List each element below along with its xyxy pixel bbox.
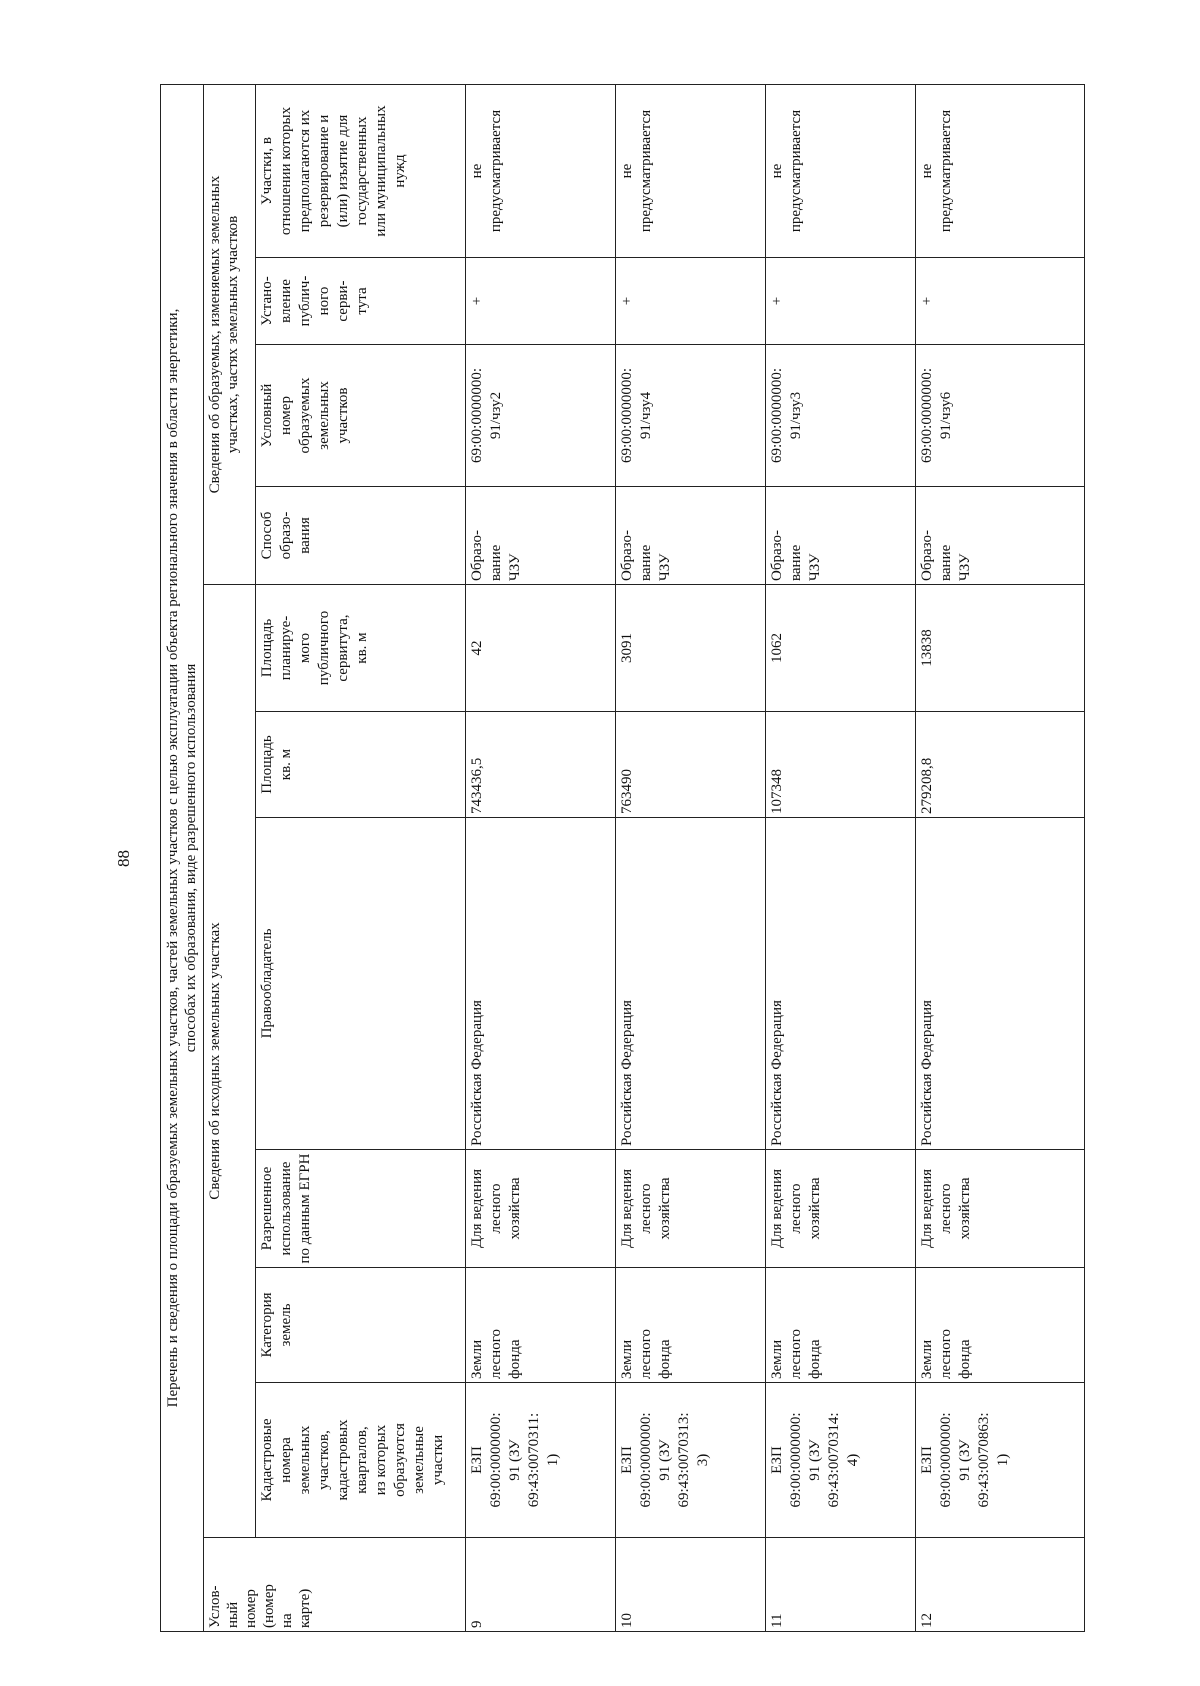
table-row [616,84,766,1631]
cell-reserve: не предусматривается [916,84,1085,257]
page-number: 88 [114,850,133,867]
cell-permitted-use: Для ведения лесного хозяйства [766,1150,916,1268]
cell-method: Образо- вание ЧЗУ [766,487,916,585]
cell-reserve: не предусматривается [466,84,616,257]
rotated-page [114,85,1087,1632]
cell-method: Образо- вание ЧЗУ [616,487,766,585]
cell-num: 12 [916,1538,1085,1632]
header-cond-number: Условный номер образуемых земельных участков [256,345,466,487]
cell-cadastral: ЕЗП 69:00:0000000: 91 (ЗУ 69:43:0070311: 1) [466,1383,616,1538]
title-row [161,84,204,1631]
table-row [466,84,616,1631]
cell-servitude: + [916,258,1085,345]
cell-owner: Российская Федерация [466,818,616,1150]
cell-owner: Российская Федерация [766,818,916,1150]
cell-num: 9 [466,1538,616,1632]
land-plots-table [160,84,1085,1632]
group-formed: Сведения об образуемых, изменяемых земельных участках, частях земельных участков [204,84,256,584]
cell-cadastral: ЕЗП 69:00:0000000: 91 (ЗУ 69:43:0070313: 3) [616,1383,766,1538]
header-cadastral: Кадастровые номера земельных участков, кадастровых кварталов, из которых образуются земельные участки [256,1383,466,1538]
header-permitted-use: Разрешенное использование по данным ЕГРН [256,1150,466,1268]
cell-servitude: + [766,258,916,345]
cell-servitude: + [616,258,766,345]
group-header-row [204,84,256,1631]
cell-reserve: не предусматривается [766,84,916,257]
header-area: Площадь кв. м [256,712,466,818]
group-source: Сведения об исходных земельных участках [204,585,256,1538]
table-title: Перечень и сведения о площади образуемых земельных участков, частей земельных участков с целью эксплуатации объекта регионального значения в области энергетики, способах их образования, виде разрешенного использования [161,84,204,1631]
cell-num: 11 [766,1538,916,1632]
header-row [256,84,466,1631]
header-reserve: Участки, в отношении которых предполагаются их резервирование и (или) изъятие для государственных или муниципальных нужд [256,84,466,257]
cell-category: Земли лесного фонда [466,1268,616,1383]
table-row [766,84,916,1631]
cell-cadastral: ЕЗП 69:00:0000000: 91 (ЗУ 69:43:0070863: 1) [916,1383,1085,1538]
cell-cond-number: 69:00:0000000: 91/чзу2 [466,345,616,487]
cell-area: 279208,8 [916,712,1085,818]
header-owner: Правообладатель [256,818,466,1150]
cell-area: 743436,5 [466,712,616,818]
cell-category: Земли лесного фонда [916,1268,1085,1383]
cell-permitted-use: Для ведения лесного хозяйства [916,1150,1085,1268]
header-num: Услов- ный номер (номер на карте) [204,1538,466,1632]
cell-area: 763490 [616,712,766,818]
cell-servitude-area: 13838 [916,585,1085,712]
cell-cadastral: ЕЗП 69:00:0000000: 91 (ЗУ 69:43:0070314: 4) [766,1383,916,1538]
cell-servitude-area: 42 [466,585,616,712]
cell-num: 10 [616,1538,766,1632]
header-servitude: Устано- вление публич- ного серви- тута [256,258,466,345]
cell-method: Образо- вание ЧЗУ [916,487,1085,585]
cell-permitted-use: Для ведения лесного хозяйства [466,1150,616,1268]
cell-method: Образо- вание ЧЗУ [466,487,616,585]
cell-permitted-use: Для ведения лесного хозяйства [616,1150,766,1268]
cell-cond-number: 69:00:0000000: 91/чзу6 [916,345,1085,487]
cell-area: 107348 [766,712,916,818]
cell-servitude: + [466,258,616,345]
cell-reserve: не предусматривается [616,84,766,257]
cell-servitude-area: 3091 [616,585,766,712]
cell-cond-number: 69:00:0000000: 91/чзу4 [616,345,766,487]
cell-servitude-area: 1062 [766,585,916,712]
cell-owner: Российская Федерация [916,818,1085,1150]
header-servitude-area: Площадь планируе- мого публичного сервитута, кв. м [256,585,466,712]
table-row [916,84,1085,1631]
cell-category: Земли лесного фонда [766,1268,916,1383]
cell-cond-number: 69:00:0000000: 91/чзу3 [766,345,916,487]
cell-owner: Российская Федерация [616,818,766,1150]
header-method: Способ образо- вания [256,487,466,585]
cell-category: Земли лесного фонда [616,1268,766,1383]
header-category: Категория земель [256,1268,466,1383]
